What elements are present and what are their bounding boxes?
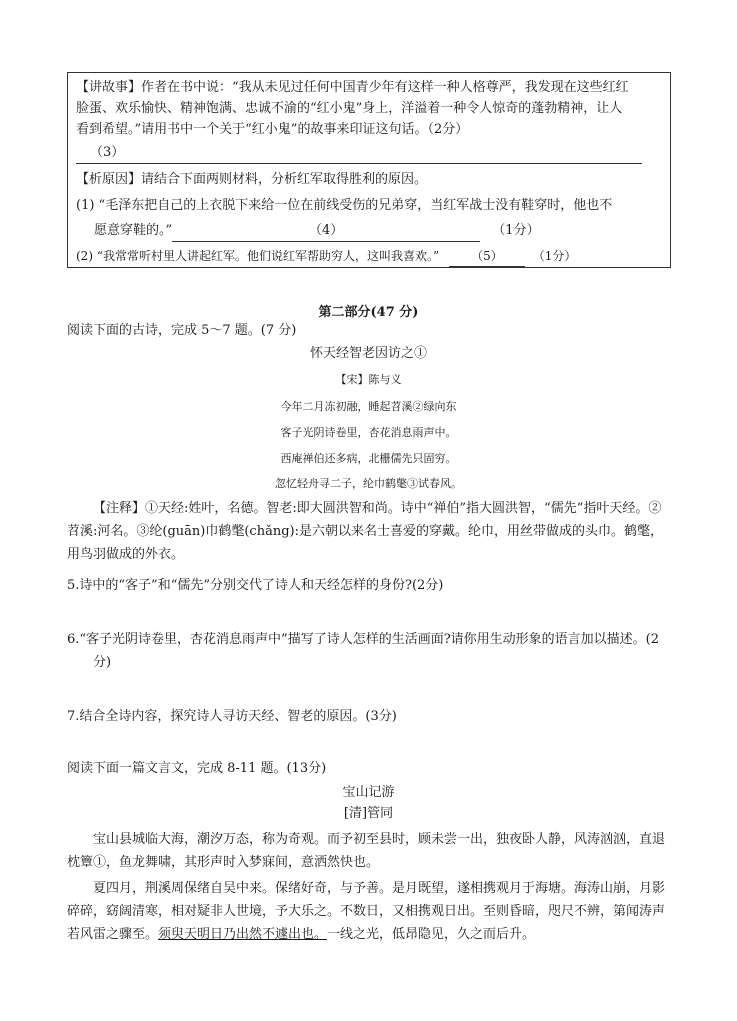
item-2-line: [76, 246, 576, 267]
story-line-1: 【讲故事】作者在书中说：“我从未见过任何中国青少年有这样一种人格尊严，我发现在这些红红: [76, 80, 629, 95]
blank-5: （5）: [449, 246, 525, 267]
blank-4: （4）: [172, 221, 480, 242]
question-7: 7.结合全诗内容，探究诗人寻访天经、智老的原因。(3分): [67, 709, 397, 724]
story-line-3: 看到希望。”请用书中一个关于“红小鬼”的故事来印证这句话。（2分）: [76, 122, 469, 137]
item-2-text: (2) “我常常听村里人讲起红军。他们说红军帮助穷人，这叫我喜欢。”: [76, 249, 440, 263]
prose-author: [清]管同: [343, 806, 394, 821]
item-1-line-2: [94, 221, 540, 242]
poem-line: 忽忆轻舟寻二子，纶巾鹤氅③试春风。: [275, 477, 462, 490]
poem-instruction: 阅读下面的古诗，完成 5～7 题。(7 分): [67, 323, 297, 338]
score-4: （1分）: [492, 223, 540, 238]
blank-3-label: （3）: [90, 145, 125, 160]
item-1-line-1: (1) “毛泽东把自己的上衣脱下来给一位在前线受伤的兄弟穿，当红军战士没有鞋穿时，他也不: [76, 198, 613, 213]
prose-paragraph-2: [67, 877, 671, 946]
prose-title: 宝山记游: [342, 785, 395, 800]
reason-heading: 【析原因】请结合下面两则材料，分析红军取得胜利的原因。: [76, 172, 428, 187]
poem-author: 【宋】陈与义: [335, 373, 402, 386]
poem-line: 客子光阴诗卷里，杏花消息雨声中。: [280, 426, 457, 439]
poem-notes: 【注释】①天经:姓叶，名德。智老:即大圆洪智和尚。诗中“禅伯”指大圆洪智，“儒先”指叶天经。②苕溪:河名。③纶(guān)巾鹤氅(chǎng):是六朝以来名士喜爱的穿戴。纶巾，用丝带做成的头巾。鹤氅，用鸟羽做成的外衣。: [67, 501, 663, 562]
poem-line: 今年二月冻初融，睡起苕溪②绿向东: [280, 400, 457, 413]
answer-line-3: [76, 143, 642, 164]
poem-line: 西庵禅伯还多病，北栅儒先只固穷。: [280, 452, 457, 465]
prose-instruction: 阅读下面一篇文言文，完成 8-11 题。(13分): [67, 761, 327, 776]
part-2-title: 第二部分(47 分): [318, 305, 419, 320]
score-5: （1分）: [532, 249, 577, 263]
underlined-sentence: 须臾天明日乃出然不遽出也。: [158, 927, 328, 942]
prose-paragraph-1: 宝山县城临大海，潮汐万态，称为奇观。而予初至县时，顾未尝一出，独夜卧人静，风涛汹汹，直退枕簟①，鱼龙舞啸，其形声时入梦寐间，意洒然快也。: [67, 832, 666, 870]
question-6: [67, 628, 671, 674]
prose-paragraph-2-a: 夏四月，荆溪周保绪自吴中来。保绪好奇，与予善。是月既望，遂相携观月于海塘。海涛山崩，月影碎碎，窈阔清寒，相对疑非人世境，予大乐之。不数日，又相携观日出。至则昏暗，咫尺不辨，第闻涛声若风雷之骤至。: [67, 881, 666, 942]
question-6-text: 6.“客子光阴诗卷里，杏花消息雨声中”描写了诗人怎样的生活画面?请你用生动形象的语言加以描述。(2分): [67, 632, 660, 670]
question-box: [67, 72, 671, 268]
story-line-2: 脸蛋、欢乐愉快、精神饱满、忠诚不渝的“红小鬼”身上，洋溢着一种令人惊奇的蓬勃精神，让人: [76, 101, 623, 116]
prose-paragraph-2-b: 一线之光，低昂隐见，久之而后升。: [327, 927, 536, 942]
poem-title: 怀天经智老因访之①: [309, 346, 427, 361]
item-1-text: 愿意穿鞋的。”: [94, 223, 173, 238]
question-5: 5.诗中的“客子”和“儒先”分别交代了诗人和天经怎样的身份?(2分): [67, 578, 444, 593]
